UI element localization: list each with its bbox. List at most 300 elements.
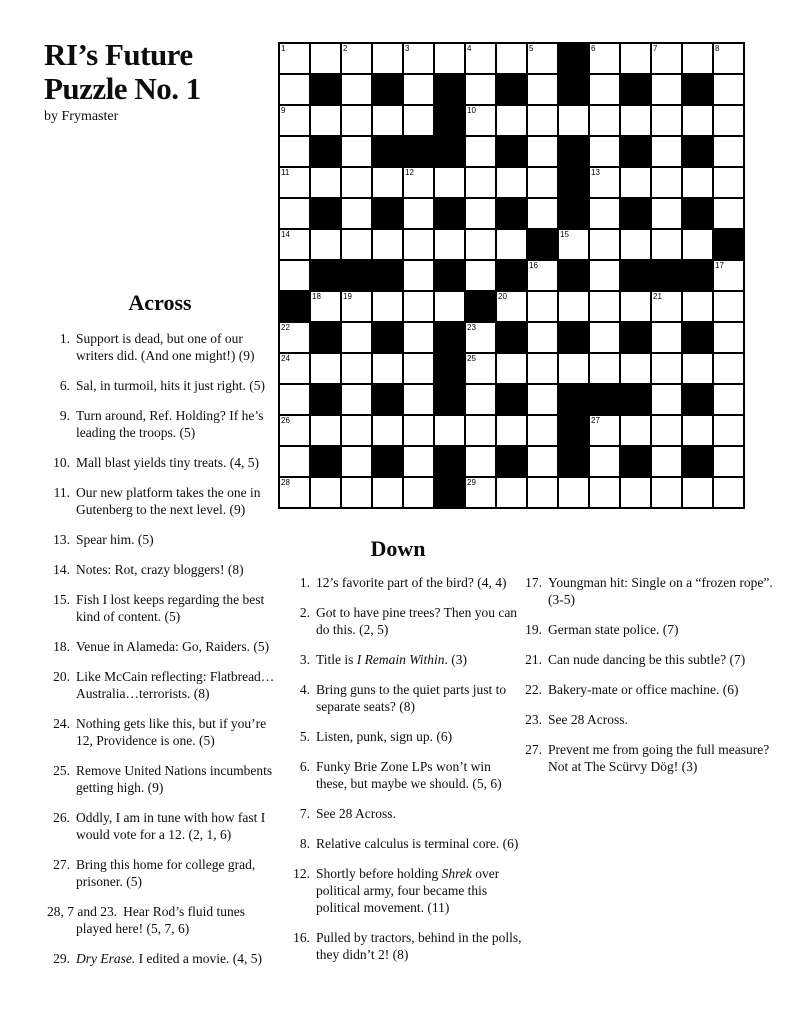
cell-number: 18 — [312, 292, 321, 301]
grid-cell[interactable] — [465, 74, 496, 105]
grid-cell[interactable] — [403, 229, 434, 260]
clue — [518, 651, 774, 668]
grid-cell[interactable] — [465, 322, 496, 353]
grid-cell-black — [558, 198, 589, 229]
grid-cell[interactable] — [434, 43, 465, 74]
grid-cell[interactable] — [403, 74, 434, 105]
grid-cell[interactable] — [403, 105, 434, 136]
grid-cell[interactable] — [310, 105, 341, 136]
clue — [286, 728, 524, 745]
grid-cell[interactable] — [403, 167, 434, 198]
clue-number: 10. — [53, 455, 70, 470]
clue — [46, 903, 278, 937]
grid-cell[interactable] — [713, 477, 744, 508]
grid-cell-black — [558, 136, 589, 167]
grid-cell[interactable] — [589, 198, 620, 229]
clue-number: 21. — [525, 652, 542, 667]
grid-cell[interactable] — [279, 477, 310, 508]
grid-cell[interactable] — [341, 136, 372, 167]
grid-cell[interactable] — [372, 43, 403, 74]
grid-cell[interactable] — [558, 105, 589, 136]
grid-cell[interactable] — [682, 229, 713, 260]
grid-cell[interactable] — [651, 136, 682, 167]
grid-cell[interactable] — [713, 136, 744, 167]
grid-cell[interactable] — [279, 167, 310, 198]
grid-cell-black — [682, 260, 713, 291]
grid-cell-black — [310, 136, 341, 167]
grid-cell[interactable] — [465, 384, 496, 415]
grid-cell[interactable] — [682, 477, 713, 508]
grid-cell[interactable] — [713, 415, 744, 446]
grid-cell[interactable] — [434, 291, 465, 322]
grid-cell-black — [589, 384, 620, 415]
grid-cell[interactable] — [403, 446, 434, 477]
grid-cell[interactable] — [589, 105, 620, 136]
grid-cell[interactable] — [465, 136, 496, 167]
grid-cell[interactable] — [496, 229, 527, 260]
grid-cell[interactable] — [465, 229, 496, 260]
cell-number: 3 — [405, 44, 410, 53]
grid-cell[interactable] — [279, 415, 310, 446]
clue-number: 18. — [53, 639, 70, 654]
grid-row — [279, 43, 744, 74]
grid-cell[interactable] — [527, 136, 558, 167]
grid-cell[interactable] — [620, 167, 651, 198]
clue-text: Venue in Alameda: Go, Raiders. (5) — [76, 639, 270, 654]
grid-cell[interactable] — [310, 167, 341, 198]
grid-cell[interactable] — [682, 353, 713, 384]
grid-cell-black — [558, 384, 589, 415]
grid-cell[interactable] — [465, 260, 496, 291]
clue — [46, 454, 278, 471]
clue-number: 8. — [299, 836, 310, 851]
clue-number: 6. — [59, 378, 70, 393]
grid-cell-black — [310, 384, 341, 415]
cell-number: 25 — [467, 354, 476, 363]
clue — [286, 835, 524, 852]
grid-cell[interactable] — [279, 229, 310, 260]
clue — [46, 856, 278, 890]
clue — [46, 561, 278, 578]
grid-cell[interactable] — [527, 167, 558, 198]
grid-cell[interactable] — [682, 291, 713, 322]
grid-cell[interactable] — [527, 353, 558, 384]
grid-cell[interactable] — [589, 353, 620, 384]
grid-cell[interactable] — [651, 415, 682, 446]
grid-cell[interactable] — [341, 415, 372, 446]
clue-text: Our new platform takes the one in Gutenberg to the next level. (9) — [76, 485, 261, 517]
grid-cell[interactable] — [403, 198, 434, 229]
grid-cell[interactable] — [527, 43, 558, 74]
cell-number: 27 — [591, 416, 600, 425]
grid-cell[interactable] — [434, 415, 465, 446]
grid-cell[interactable] — [279, 198, 310, 229]
grid-cell[interactable] — [279, 74, 310, 105]
cell-number: 8 — [715, 44, 720, 53]
across-clue-list — [46, 330, 278, 980]
down-heading: Down — [370, 536, 426, 561]
clue-text: Remove United Nations incumbents getting high. (9) — [76, 763, 273, 795]
grid-row — [279, 74, 744, 105]
clue-number: 29. — [53, 951, 70, 966]
clue-text: Bring this home for college grad, prisoner. (5) — [76, 857, 256, 889]
clue-text: Title is I Remain Within. (3) — [316, 652, 468, 667]
grid-cell[interactable] — [620, 291, 651, 322]
grid-cell[interactable] — [651, 446, 682, 477]
grid-cell-black — [372, 74, 403, 105]
grid-cell[interactable] — [527, 260, 558, 291]
grid-cell[interactable] — [620, 415, 651, 446]
grid-cell[interactable] — [403, 415, 434, 446]
clue-number: 11. — [53, 485, 70, 500]
grid-cell[interactable] — [527, 415, 558, 446]
grid-cell[interactable] — [713, 167, 744, 198]
grid-cell[interactable] — [341, 477, 372, 508]
grid-cell[interactable] — [496, 105, 527, 136]
grid-cell[interactable] — [682, 43, 713, 74]
grid-cell[interactable] — [403, 322, 434, 353]
grid-cell[interactable] — [341, 167, 372, 198]
clue-text: Mall blast yields tiny treats. (4, 5) — [76, 455, 259, 470]
grid-cell[interactable] — [558, 477, 589, 508]
grid-cell[interactable] — [341, 446, 372, 477]
grid-cell[interactable] — [279, 322, 310, 353]
cell-number: 15 — [560, 230, 569, 239]
grid-cell[interactable] — [372, 167, 403, 198]
grid-cell[interactable] — [403, 291, 434, 322]
clue — [518, 681, 774, 698]
cell-number: 5 — [529, 44, 534, 53]
grid-cell[interactable] — [651, 384, 682, 415]
clue — [46, 950, 278, 967]
cell-number: 1 — [281, 44, 286, 53]
grid-cell[interactable] — [341, 353, 372, 384]
grid-cell-black — [372, 136, 403, 167]
grid-cell[interactable] — [527, 105, 558, 136]
grid-cell[interactable] — [496, 477, 527, 508]
grid-cell[interactable] — [620, 229, 651, 260]
grid-cell[interactable] — [651, 353, 682, 384]
grid-cell[interactable] — [651, 198, 682, 229]
grid-cell-black — [713, 229, 744, 260]
cell-number: 26 — [281, 416, 290, 425]
grid-cell-black — [620, 322, 651, 353]
grid-cell[interactable] — [279, 43, 310, 74]
grid-cell[interactable] — [310, 229, 341, 260]
grid-cell-black — [434, 136, 465, 167]
cell-number: 17 — [715, 261, 724, 270]
grid-cell[interactable] — [341, 105, 372, 136]
cell-number: 22 — [281, 323, 290, 332]
grid-cell-black — [496, 322, 527, 353]
clue-text: Prevent me from going the full measure? Not at The Scürvy Dög! (3) — [548, 742, 770, 774]
grid-cell[interactable] — [310, 477, 341, 508]
clue-number: 13. — [53, 532, 70, 547]
grid-cell-black — [434, 105, 465, 136]
grid-cell[interactable] — [713, 322, 744, 353]
grid-cell[interactable] — [341, 198, 372, 229]
grid-cell[interactable] — [465, 105, 496, 136]
grid-cell-black — [496, 198, 527, 229]
grid-row — [279, 322, 744, 353]
clue — [46, 407, 278, 441]
clue — [286, 758, 524, 792]
grid-cell-black — [310, 74, 341, 105]
clue — [286, 929, 524, 963]
cell-number: 9 — [281, 106, 286, 115]
grid-cell[interactable] — [589, 477, 620, 508]
clue-number: 14. — [53, 562, 70, 577]
grid-cell[interactable] — [341, 291, 372, 322]
clue-number: 16. — [293, 930, 310, 945]
grid-cell[interactable] — [651, 105, 682, 136]
clue-text: German state police. (7) — [548, 622, 679, 637]
grid-cell[interactable] — [589, 43, 620, 74]
grid-cell-black — [558, 322, 589, 353]
grid-cell-black — [620, 260, 651, 291]
grid-cell[interactable] — [403, 384, 434, 415]
grid-cell[interactable] — [310, 415, 341, 446]
cell-number: 24 — [281, 354, 290, 363]
clue — [46, 668, 278, 702]
crossword-grid-table — [278, 42, 745, 509]
grid-cell[interactable] — [310, 353, 341, 384]
grid-cell[interactable] — [465, 43, 496, 74]
clue-number: 4. — [299, 682, 310, 697]
grid-cell[interactable] — [682, 415, 713, 446]
clue-text: Bring guns to the quiet parts just to separate seats? (8) — [316, 682, 507, 714]
grid-cell-black — [310, 322, 341, 353]
grid-cell-black — [372, 260, 403, 291]
grid-cell-black — [434, 260, 465, 291]
grid-cell-black — [465, 291, 496, 322]
grid-cell[interactable] — [558, 229, 589, 260]
grid-cell[interactable] — [372, 229, 403, 260]
puzzle-title-line2: Puzzle No. 1 — [44, 71, 201, 106]
grid-cell[interactable] — [589, 229, 620, 260]
grid-cell[interactable] — [434, 167, 465, 198]
grid-cell[interactable] — [713, 74, 744, 105]
grid-cell[interactable] — [372, 353, 403, 384]
clue — [46, 531, 278, 548]
grid-cell-black — [620, 446, 651, 477]
byline: by Frymaster — [44, 109, 119, 124]
grid-cell-black — [341, 260, 372, 291]
clue-text: See 28 Across. — [548, 712, 628, 727]
grid-cell[interactable] — [589, 167, 620, 198]
grid-row — [279, 167, 744, 198]
grid-cell[interactable] — [465, 167, 496, 198]
grid-cell-black — [620, 198, 651, 229]
grid-cell[interactable] — [589, 260, 620, 291]
clue-number: 7. — [299, 806, 310, 821]
grid-cell[interactable] — [620, 353, 651, 384]
grid-cell[interactable] — [527, 198, 558, 229]
grid-cell-black — [682, 198, 713, 229]
grid-cell[interactable] — [589, 415, 620, 446]
grid-cell[interactable] — [589, 136, 620, 167]
grid-cell[interactable] — [496, 415, 527, 446]
grid-cell-black — [682, 446, 713, 477]
clue — [518, 711, 774, 728]
grid-cell[interactable] — [651, 229, 682, 260]
clue-number: 5. — [299, 729, 310, 744]
grid-cell[interactable] — [620, 105, 651, 136]
grid-cell[interactable] — [465, 477, 496, 508]
clue — [46, 762, 278, 796]
clue-text: 12’s favorite part of the bird? (4, 4) — [316, 575, 507, 590]
clue-number: 6. — [299, 759, 310, 774]
grid-cell[interactable] — [465, 415, 496, 446]
grid-cell[interactable] — [527, 74, 558, 105]
grid-cell[interactable] — [496, 167, 527, 198]
grid-cell[interactable] — [496, 353, 527, 384]
grid-cell[interactable] — [651, 167, 682, 198]
grid-cell-black — [527, 229, 558, 260]
clue-text: Listen, punk, sign up. (6) — [316, 729, 453, 744]
grid-cell[interactable] — [651, 74, 682, 105]
grid-cell[interactable] — [589, 446, 620, 477]
grid-cell[interactable] — [279, 105, 310, 136]
grid-row — [279, 384, 744, 415]
grid-cell-black — [496, 74, 527, 105]
grid-row — [279, 415, 744, 446]
puzzle-title — [44, 38, 274, 106]
grid-cell[interactable] — [527, 291, 558, 322]
clue-text: Spear him. (5) — [76, 532, 154, 547]
clue-text: Nothing gets like this, but if you’re 12, Providence is one. (5) — [76, 716, 267, 748]
grid-cell[interactable] — [279, 353, 310, 384]
grid-cell[interactable] — [341, 229, 372, 260]
clue-number: 3. — [299, 652, 310, 667]
grid-cell-black — [620, 136, 651, 167]
clue — [46, 809, 278, 843]
cell-number: 4 — [467, 44, 472, 53]
clue-number: 1. — [59, 331, 70, 346]
grid-cell[interactable] — [589, 322, 620, 353]
grid-cell[interactable] — [558, 291, 589, 322]
grid-cell[interactable] — [713, 198, 744, 229]
clue-text: Like McCain reflecting: Flatbread… Australia…terrorists. (8) — [76, 669, 275, 701]
cell-number: 12 — [405, 168, 414, 177]
grid-cell[interactable] — [651, 477, 682, 508]
down-clue-list-col1 — [286, 574, 524, 976]
cell-number: 20 — [498, 292, 507, 301]
grid-cell[interactable] — [651, 322, 682, 353]
grid-cell[interactable] — [527, 322, 558, 353]
grid-cell-black — [496, 136, 527, 167]
grid-cell-black — [558, 260, 589, 291]
grid-cell-black — [558, 446, 589, 477]
grid-row — [279, 105, 744, 136]
grid-cell[interactable] — [713, 105, 744, 136]
grid-cell[interactable] — [341, 43, 372, 74]
grid-cell[interactable] — [279, 136, 310, 167]
grid-cell-black — [620, 74, 651, 105]
clue — [46, 715, 278, 749]
cell-number: 19 — [343, 292, 352, 301]
clue-text: Funky Brie Zone LPs won’t win these, but maybe we should. (5, 6) — [316, 759, 502, 791]
grid-cell[interactable] — [465, 198, 496, 229]
clue-number: 26. — [53, 810, 70, 825]
clue — [286, 651, 524, 668]
grid-cell[interactable] — [496, 291, 527, 322]
cell-number: 28 — [281, 478, 290, 487]
grid-cell[interactable] — [279, 384, 310, 415]
grid-cell[interactable] — [589, 291, 620, 322]
grid-cell[interactable] — [465, 353, 496, 384]
clue-number: 19. — [525, 622, 542, 637]
clue-number: 15. — [53, 592, 70, 607]
grid-cell[interactable] — [620, 43, 651, 74]
grid-cell[interactable] — [279, 260, 310, 291]
grid-cell[interactable] — [527, 384, 558, 415]
clue-text: Pulled by tractors, behind in the polls, they didn’t 2! (8) — [316, 930, 522, 962]
grid-cell[interactable] — [372, 477, 403, 508]
grid-cell-black — [372, 198, 403, 229]
grid-cell[interactable] — [558, 353, 589, 384]
grid-cell[interactable] — [279, 446, 310, 477]
grid-row — [279, 198, 744, 229]
grid-cell-black — [558, 167, 589, 198]
grid-cell[interactable] — [341, 74, 372, 105]
grid-cell[interactable] — [310, 291, 341, 322]
grid-cell[interactable] — [527, 446, 558, 477]
grid-cell[interactable] — [434, 229, 465, 260]
clue-text: Got to have pine trees? Then you can do this. (2, 5) — [316, 605, 518, 637]
grid-row — [279, 260, 744, 291]
grid-cell[interactable] — [372, 105, 403, 136]
grid-cell-black — [682, 74, 713, 105]
grid-cell[interactable] — [589, 74, 620, 105]
grid-cell[interactable] — [713, 353, 744, 384]
grid-row — [279, 291, 744, 322]
grid-row — [279, 229, 744, 260]
grid-cell[interactable] — [372, 291, 403, 322]
cell-number: 23 — [467, 323, 476, 332]
clue — [46, 638, 278, 655]
grid-cell[interactable] — [682, 105, 713, 136]
grid-cell[interactable] — [341, 322, 372, 353]
grid-cell[interactable] — [713, 384, 744, 415]
grid-cell[interactable] — [713, 446, 744, 477]
grid-cell-black — [372, 384, 403, 415]
grid-cell[interactable] — [403, 43, 434, 74]
grid-cell[interactable] — [310, 43, 341, 74]
grid-cell[interactable] — [682, 167, 713, 198]
grid-cell[interactable] — [651, 43, 682, 74]
clue-number: 23. — [525, 712, 542, 727]
grid-cell[interactable] — [403, 260, 434, 291]
clue-number: 27. — [525, 742, 542, 757]
grid-cell[interactable] — [713, 291, 744, 322]
grid-cell[interactable] — [403, 477, 434, 508]
grid-cell[interactable] — [527, 477, 558, 508]
grid-cell[interactable] — [496, 43, 527, 74]
cell-number: 29 — [467, 478, 476, 487]
grid-cell[interactable] — [713, 260, 744, 291]
grid-cell[interactable] — [620, 477, 651, 508]
grid-cell[interactable] — [713, 43, 744, 74]
cell-number: 13 — [591, 168, 600, 177]
grid-cell[interactable] — [651, 291, 682, 322]
grid-cell[interactable] — [341, 384, 372, 415]
clue — [46, 377, 278, 394]
clue-text: Notes: Rot, crazy bloggers! (8) — [76, 562, 244, 577]
grid-cell[interactable] — [403, 353, 434, 384]
grid-cell[interactable] — [465, 446, 496, 477]
grid-cell[interactable] — [372, 415, 403, 446]
